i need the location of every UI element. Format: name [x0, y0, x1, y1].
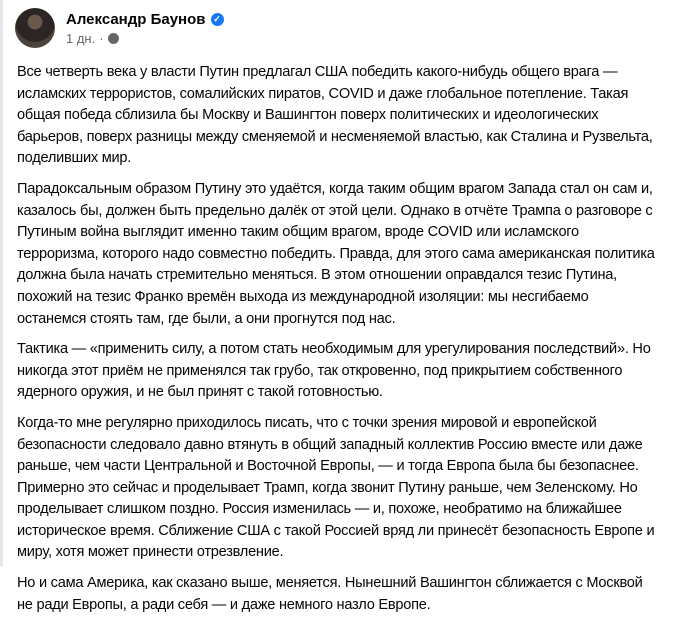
paragraph [17, 413, 680, 564]
paragraph [17, 62, 680, 170]
paragraph [17, 573, 680, 616]
text-line: терроризма, которого надо совместно победить. Правда, для этого сама американская политика [17, 245, 655, 262]
text-line: раньше, чем части Центральной и Восточной Европы, — и тогда Европа была бы безопаснее. [17, 458, 639, 475]
verified-badge-icon: ✓ [211, 13, 224, 26]
text-line: Все четверть века у власти Путин предлагал США победить какого-нибудь общего врага — [17, 64, 618, 80]
text-line: Тактика — «применить силу, а потом стать необходимым для урегулирования последствий». Но [17, 341, 651, 358]
text-line: никогда этот приём не применялся так грубо, так откровенно, под прикрытием собственного [17, 362, 623, 379]
text-line: Путиным война выглядит именно таким общим врагом, вроде COVID или исламского [17, 224, 579, 241]
text-line: похожий на тезис Франко времён выхода из международной изоляции: мы несгибаемо [17, 288, 589, 305]
text-line: казалось бы, должен быть предельно далёк от этой цели. Однако в отчёте Трампа о разговоре с [17, 202, 653, 219]
avatar[interactable] [15, 8, 55, 48]
separator: · [99, 30, 104, 46]
text-line: Примерно это сейчас и проделывает Трамп, когда звонит Путину раньше, чем Зеленскому. Но [17, 479, 638, 496]
paragraph [17, 179, 680, 330]
text-line: миру, хотя может принести отрезвление. [17, 544, 284, 561]
text-line: исламских террористов, сомалийских пиратов, COVID и даже глобальное потепление. Такая [17, 85, 629, 102]
text-line: общая победа сблизила бы Москву и Вашингтон поверх политических и идеологических [17, 107, 599, 124]
post-header [15, 8, 224, 48]
text-line: ядерного оружия, и не был принят с такой готовностью. [17, 384, 383, 401]
text-line: останемся стоять там, где были, а они прогнутся под нас. [17, 310, 396, 327]
text-line: безопасности следовало давно втянуть в общий западный коллектив Россию вместе или даже [17, 436, 643, 453]
paragraph [17, 339, 680, 404]
text-line: не ради Европы, а ради себя — и даже немного назло Европе. [17, 596, 431, 613]
text-line: Когда-то мне регулярно приходилось писать, что с точки зрения мировой и европейской [17, 414, 597, 431]
text-line: историческое время. Сближение США с такой Россией вряд ли принесёт безопасность Европе и [17, 522, 655, 539]
text-line: Парадоксальным образом Путину это удаётся, когда таким общим врагом Запада стал он сам и, [17, 180, 653, 197]
text-line: проделывает слишком поздно. Россия изменилась — и, похоже, необратимо на ближайшее [17, 501, 622, 518]
text-line: барьеров, поверх разницы между сменяемой и несменяемой властью, как Сталина и Рузвельта, [17, 128, 653, 145]
text-line: должна была начать стремительно меняться. В этом отношении оправдался тезис Путина, [17, 267, 617, 284]
text-line: поделивших мир. [17, 150, 132, 167]
post-text [17, 62, 680, 625]
globe-icon [108, 33, 119, 44]
text-line: Но и сама Америка, как сказано выше, меняется. Нынешний Вашингтон сближается с Москвой [17, 575, 643, 592]
post-time[interactable]: 1 дн. [66, 30, 96, 46]
author-name[interactable]: Александр Баунов [66, 10, 206, 28]
